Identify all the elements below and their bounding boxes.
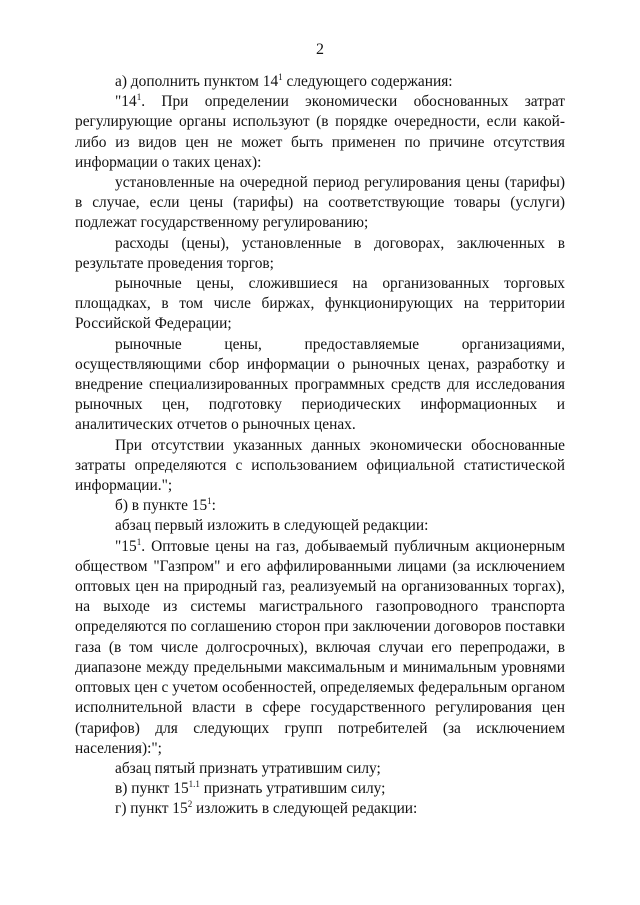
paragraph [75, 92, 565, 173]
paragraph [75, 537, 565, 759]
paragraph-text: а) дополнить пунктом 14 [115, 73, 279, 90]
paragraph [75, 799, 565, 819]
paragraph [75, 335, 565, 436]
paragraph-text: в) пункт 15 [115, 780, 189, 798]
page-number: 2 [316, 41, 324, 58]
paragraph-text: изложить в следующей редакции: [192, 800, 418, 818]
paragraph-text: рыночные цены, сложившиеся на организованных торговых площадках, в том числе биржах, функционирующих на территории Российской Федерации; [75, 275, 565, 333]
paragraph-text: расходы (цены), установленные в договорах, заключенных в результате проведения торгов; [75, 234, 565, 272]
paragraph [75, 436, 565, 497]
paragraph-text: г) пункт 15 [115, 800, 188, 818]
superscript-index: 2 [187, 799, 193, 810]
paragraph-text: установленные на очередной период регулирования цены (тарифы) в случае, если цены (тарифы) на соответствующие товары (услуги) подлежат государственному регулированию; [75, 174, 565, 232]
paragraph-text: . Оптовые цены на газ, добываемый публичным акционерным обществом "Газпром" и его аффилированными лицами (за исключением оптовых цен на природный газ, реализуемый на организованных торгах), на выходе из системы магистрального газопроводного транспорта определяются по соглашению сторон при заключении договоров поставки газа (в том числе долгосрочных), включая случаи его перепродажи, в диапазоне между предельными максимальным и минимальным уровнями оптовых цен с учетом особенностей, определяемых федеральным органом исполнительной власти в сфере государственного регулирования цен (тарифов) для следующих групп потребителей (за исключением населения):"; [75, 537, 565, 757]
superscript-index: 1 [207, 496, 212, 507]
paragraph [75, 234, 565, 274]
paragraph [75, 779, 565, 799]
paragraph [75, 496, 565, 516]
paragraph-text: При отсутствии указанных данных экономически обоснованные затраты определяются с использованием официальной статистической информации."; [75, 436, 565, 495]
paragraph [75, 759, 565, 779]
superscript-index: 1 [136, 92, 142, 103]
paragraph-text: . При определении экономически обоснованных затрат регулирующие органы используют (в порядке очередности, если какой-либо из видов цен не может быть применен по причине отсутствия информации о таких ценах): [75, 93, 565, 171]
paragraph-text: б) в пункте 15 [115, 497, 208, 515]
paragraph [75, 274, 565, 335]
paragraph-text: рыночные цены, предоставляемые организациями, осуществляющими сбор информации о рыночных ценах, разработку и внедрение специализированных программных средств для исследования рыночных цен, подготовку периодических информационных и аналитических отчетов о рыночных ценах. [75, 335, 565, 434]
paragraph-text: признать утратившим силу; [199, 780, 386, 798]
paragraph-text: : [211, 497, 216, 515]
superscript-index: 1.1 [188, 779, 200, 790]
paragraph [75, 516, 565, 536]
superscript-index: 1 [136, 536, 142, 547]
paragraph-text: абзац первый изложить в следующей редакции: [115, 517, 429, 535]
paragraph-text: абзац пятый признать утратившим силу; [115, 759, 381, 777]
document-body [75, 72, 565, 820]
paragraph-text: "14 [115, 93, 137, 111]
paragraph-text: "15 [115, 537, 137, 555]
paragraph [75, 173, 565, 234]
paragraph-text: следующего содержания: [282, 73, 453, 90]
superscript-index: 1 [278, 72, 283, 82]
paragraph [75, 72, 565, 92]
